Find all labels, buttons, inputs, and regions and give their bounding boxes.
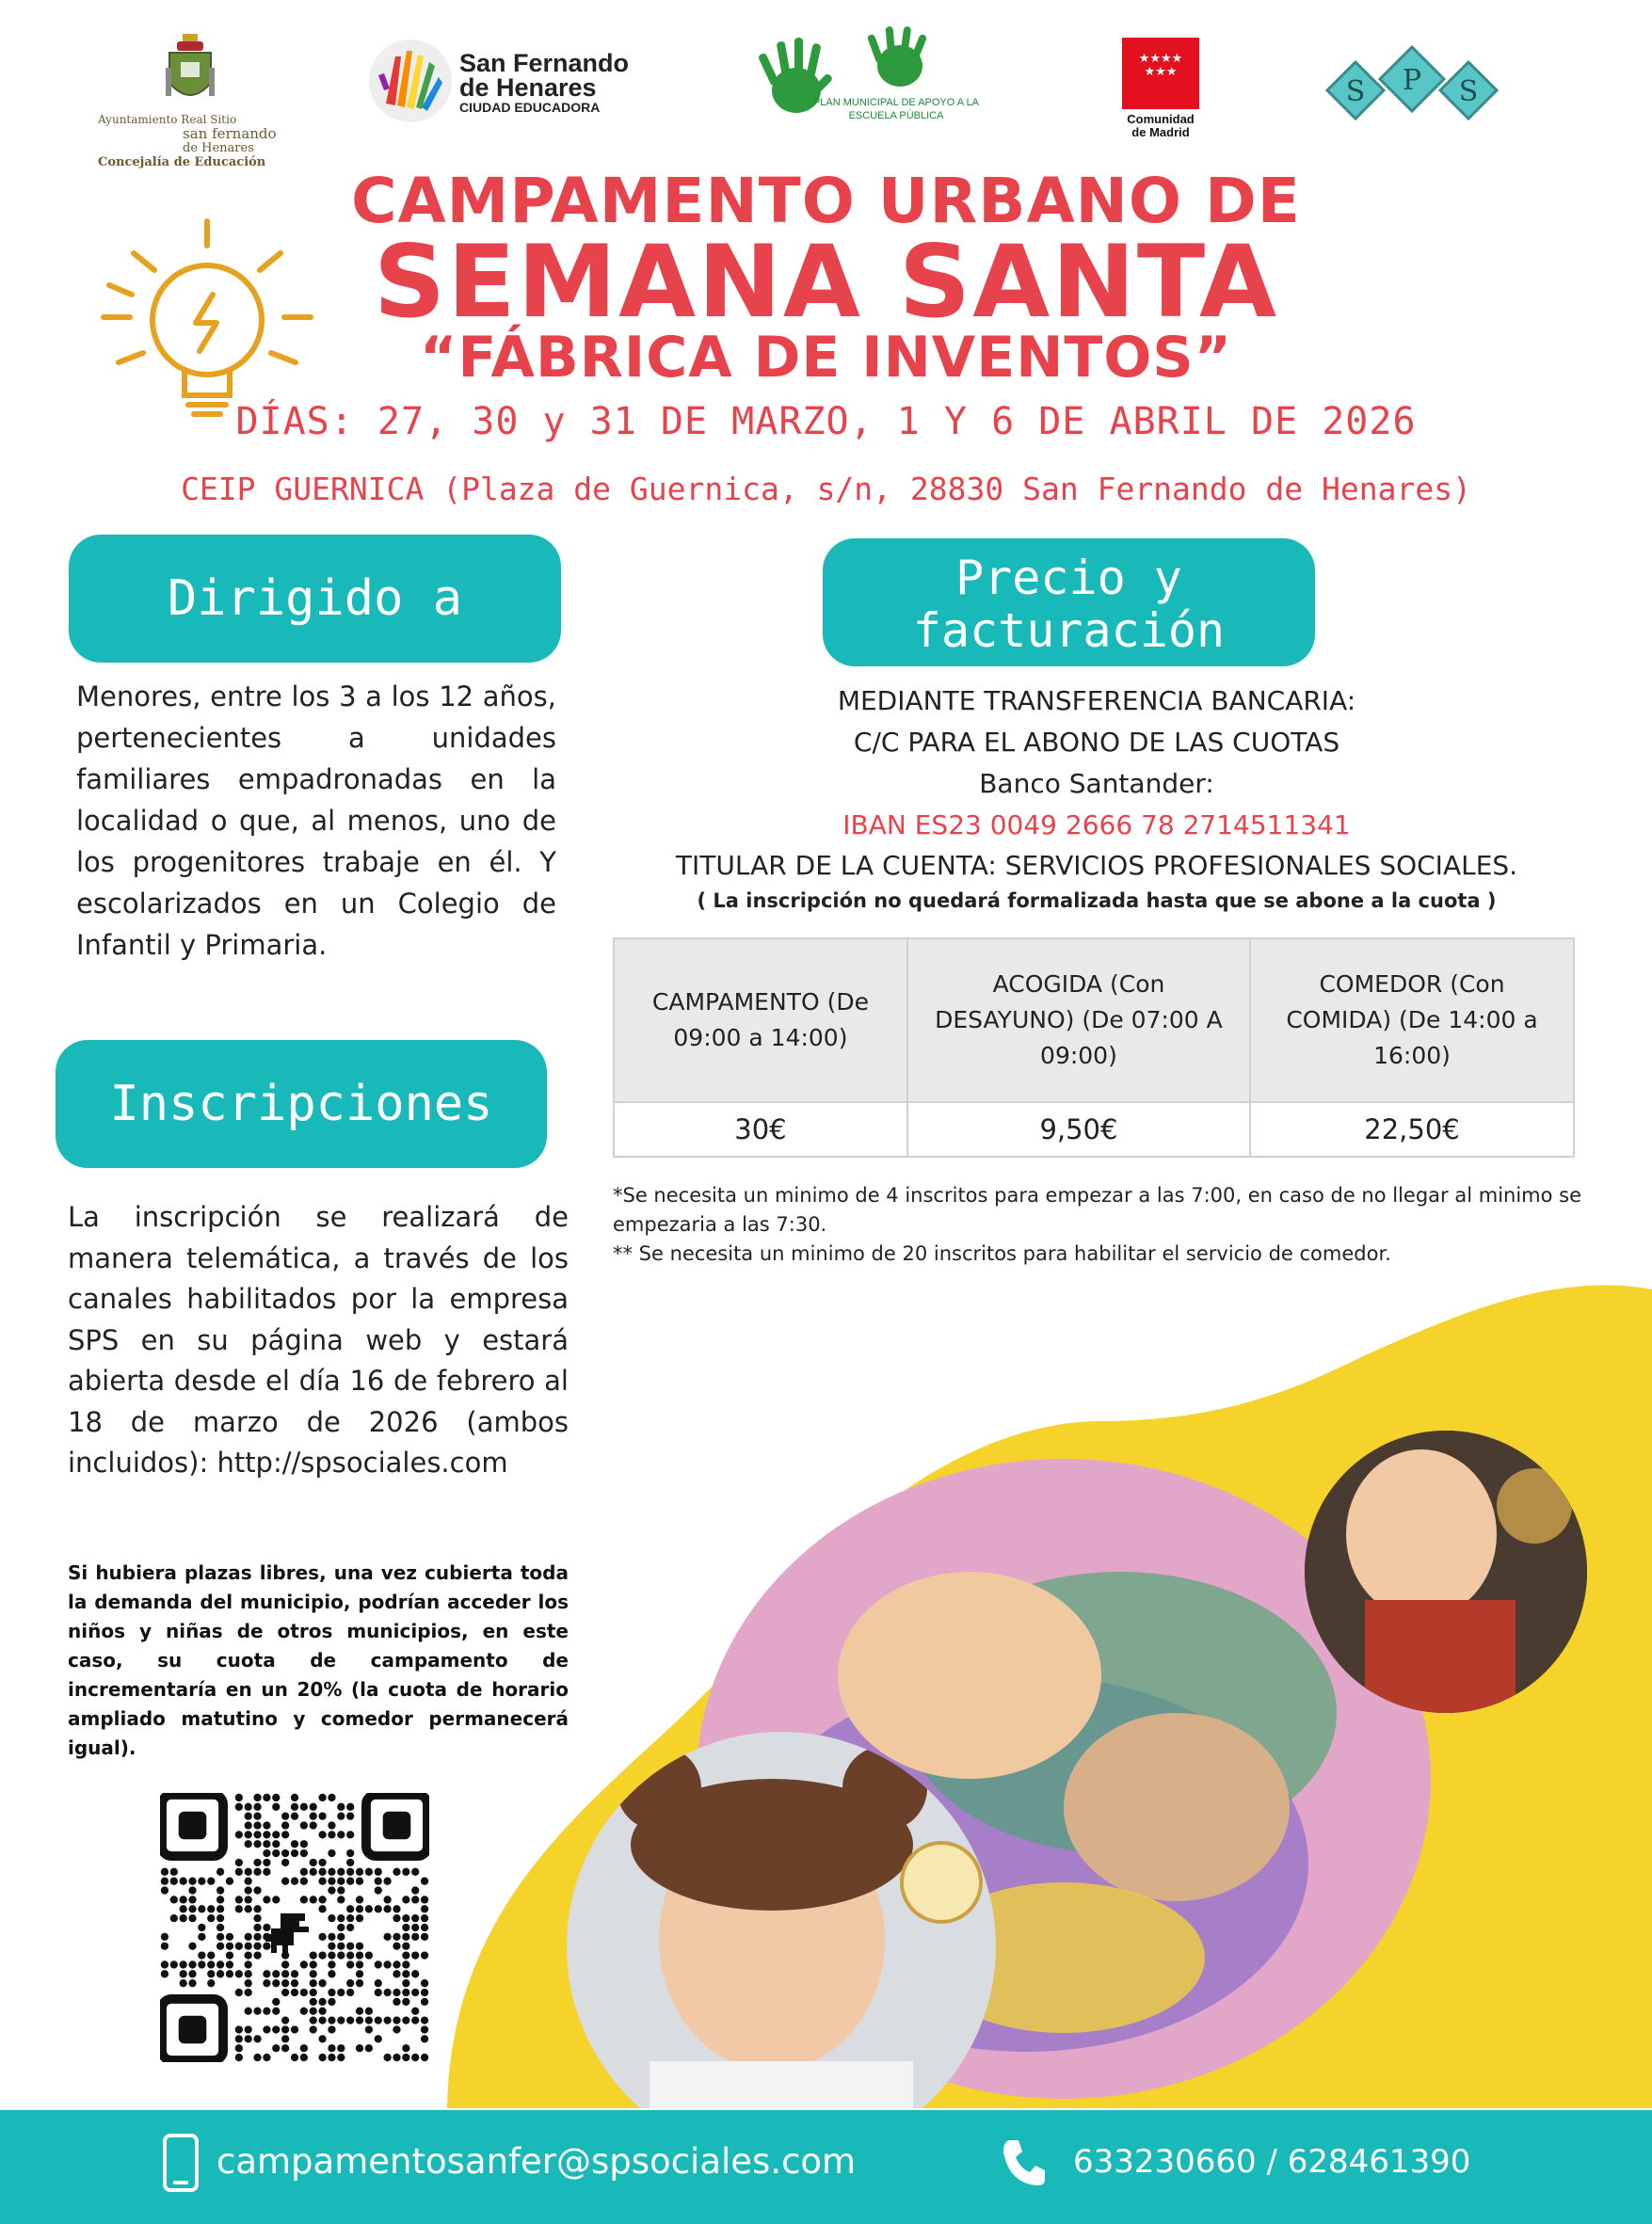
crest-icon [166, 34, 215, 109]
plan-text: PLAN MUNICIPAL DE APOYO A LA ESCUELA PÚBLICA [812, 97, 980, 121]
svg-text:S: S [1345, 75, 1366, 108]
stars-icon: ★★★★ ★★★ [1138, 52, 1183, 79]
sf-subtitle: CIUDAD EDUCADORA [459, 100, 601, 115]
value-comedor: 22,50€ [1250, 1102, 1574, 1157]
svg-text:P: P [1402, 64, 1422, 97]
comunidad-madrid-logo [1122, 38, 1199, 141]
hand-colors-icon [367, 38, 454, 124]
header-comedor: COMEDOR (Con COMIDA) (De 14:00 a 16:00) [1250, 938, 1574, 1102]
value-campamento: 30€ [614, 1102, 907, 1157]
dirigido-text: Menores, entre los 3 a los 12 años, pertenecientes a unidades familiares empadronadas en la localidad o que, al menos, uno de los progenitores trabaje en él. Y escolarizados en un Colegio de Infantil y Primaria. [76, 680, 556, 961]
dates: DÍAS: 27, 30 y 31 DE MARZO, 1 Y 6 DE ABRIL DE 2026 [235, 400, 1417, 443]
title-line1: CAMPAMENTO URBANO DE [351, 165, 1301, 237]
titular: TITULAR DE LA CUENTA: SERVICIOS PROFESIONALES SOCIALES. [675, 850, 1518, 881]
dirigido-heading: Dirigido a [69, 535, 561, 663]
pay-line1: MEDIANTE TRANSFERENCIA BANCARIA: [837, 685, 1356, 716]
sf-name: San Fernando de Henares [459, 49, 630, 102]
san-fernando-logo [367, 38, 650, 128]
title-line3: “FÁBRICA DE INVENTOS” [419, 325, 1233, 391]
inscripciones-heading: Inscripciones [56, 1040, 547, 1168]
iban: IBAN ES23 0049 2666 78 2714511341 [842, 809, 1351, 840]
price-table [613, 937, 1575, 1158]
header-acogida: ACOGIDA (Con DESAYUNO) (De 07:00 A 09:00) [907, 938, 1250, 1102]
mobile-phone-icon [162, 2133, 200, 2193]
price-table-header-row [614, 938, 1574, 1102]
sps-diamonds-icon [1318, 41, 1506, 145]
note-1: *Se necesita un minimo de 4 inscritos para empezar a las 7:00, en caso de no llegar al minimo se empezaria a las 7:30. [613, 1184, 1582, 1236]
footer-email[interactable]: campamentosanfer@spsociales.com [217, 2141, 857, 2182]
price-table-value-row [614, 1102, 1574, 1157]
header-campamento: CAMPAMENTO (De 09:00 a 14:00) [614, 938, 907, 1102]
ayto-line1: Ayuntamiento Real Sitio [98, 113, 237, 126]
notes [613, 1181, 1582, 1269]
qr-code [160, 1793, 429, 2062]
cm-text: Comunidad de Madrid [1127, 112, 1195, 139]
svg-text:S: S [1458, 75, 1479, 108]
photo-collage [442, 1280, 1652, 2108]
ayuntamiento-logo [98, 34, 286, 175]
ayto-line2: san fernando [183, 125, 277, 142]
plan-municipal-logo [759, 24, 985, 137]
value-acogida: 9,50€ [907, 1102, 1250, 1157]
pay-line2: C/C PARA EL ABONO DE LAS CUOTAS [853, 727, 1340, 758]
aviso: ( La inscripción no quedará formalizada hasta que se abone a la cuota ) [697, 889, 1497, 912]
sps-logo [1318, 41, 1506, 145]
location: CEIP GUERNICA (Plaza de Guernica, s/n, 28830 San Fernando de Henares) [181, 471, 1471, 507]
telephone-icon [1000, 2136, 1047, 2187]
title-line2: SEMANA SANTA [373, 224, 1279, 340]
pay-line3: Banco Santander: [979, 768, 1214, 799]
ayto-line3: de Henares [183, 141, 254, 155]
ayto-line4: Concejalía de Educación [98, 155, 266, 169]
note-2: ** Se necesita un minimo de 20 inscritos para habilitar el servicio de comedor. [613, 1242, 1391, 1265]
precio-heading: Precio y facturación [823, 538, 1315, 666]
footer-phones[interactable]: 633230660 / 628461390 [1073, 2143, 1471, 2181]
inscripciones-note: Si hubiera plazas libres, una vez cubierta toda la demanda del municipio, podrían acceder los niños y niñas de otros municipios, en este caso, su cuota de campamento de incrementaría en un 20% (la cuota de horario ampliado matutino y comedor permanecerá igual). [68, 1561, 569, 1759]
inscripciones-text: La inscripción se realizará de manera telemática, a través de los canales habilitados por la empresa SPS en su página web y estará abierta desde el día 16 de febrero al 18 de marzo de 2026 (ambos incluidos): http://spsociales.com [68, 1201, 569, 1479]
